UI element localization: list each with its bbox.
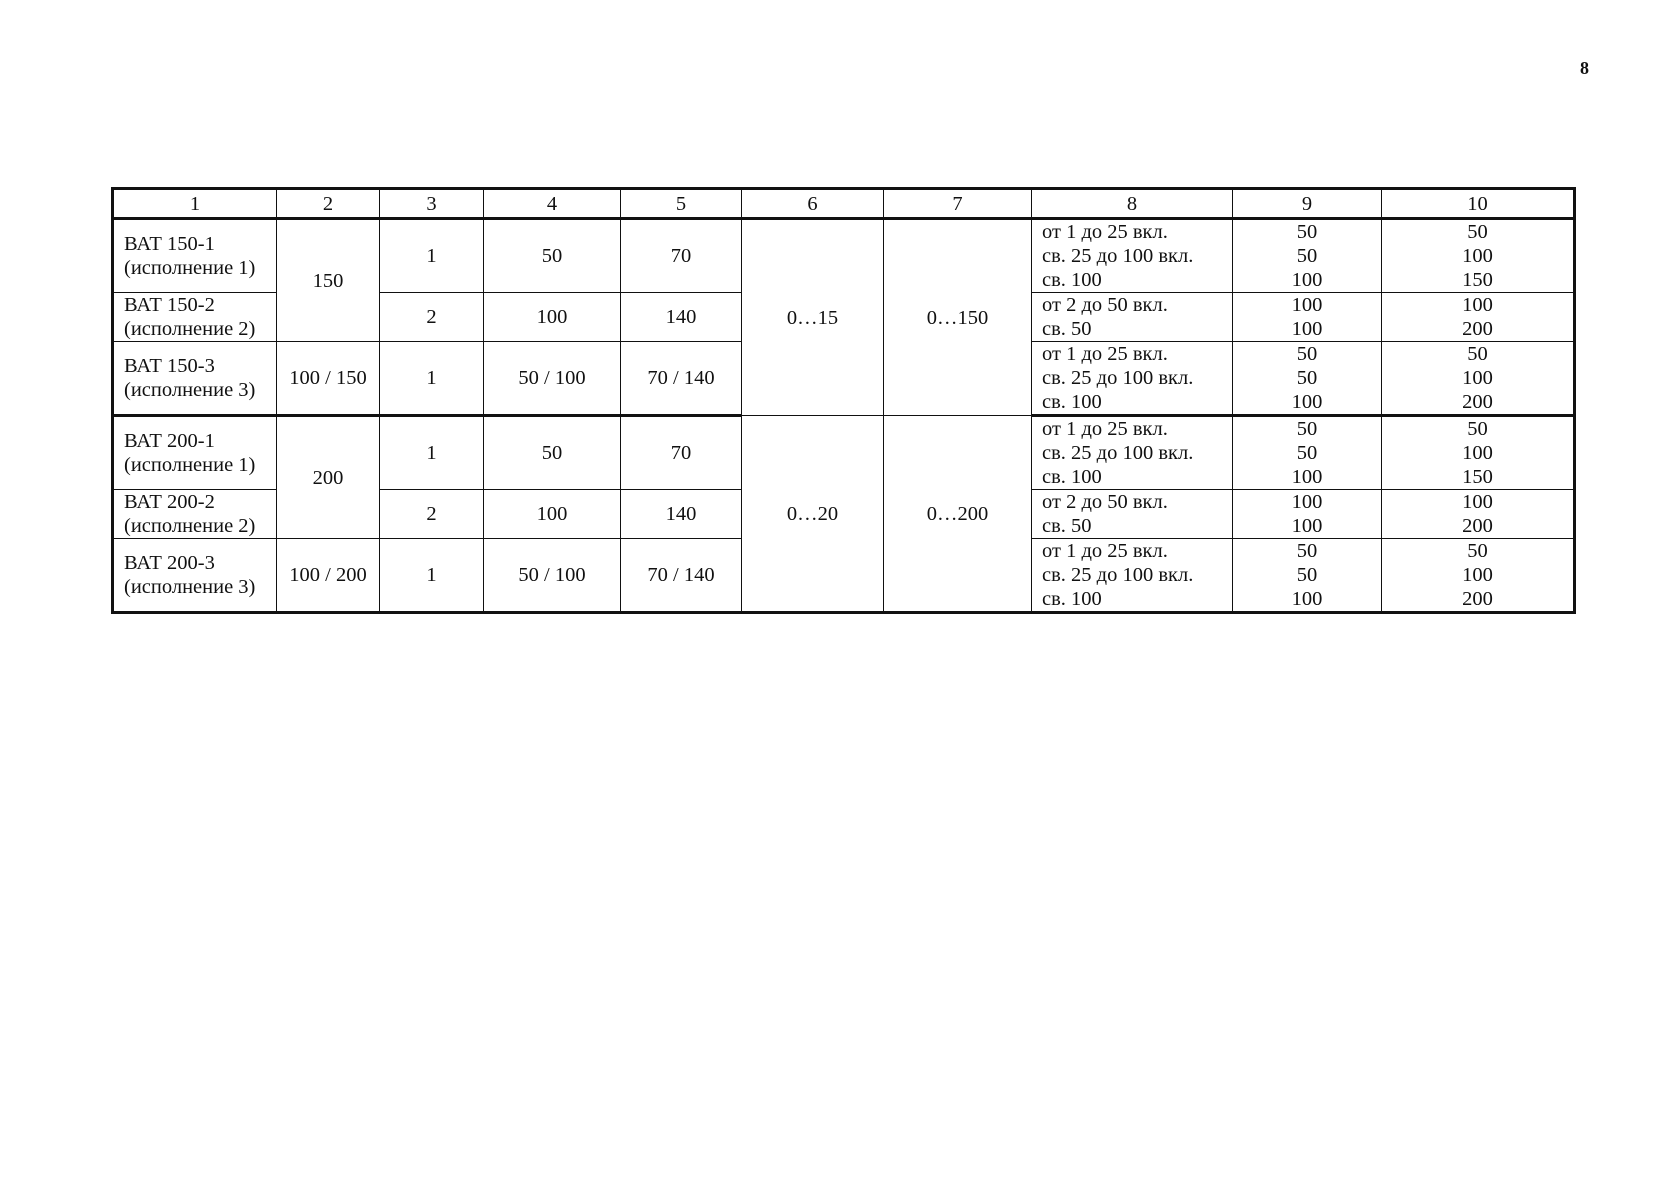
col3-cell: 1 (380, 539, 484, 613)
col4-cell: 100 (484, 293, 621, 342)
col8-cell: от 1 до 25 вкл. св. 25 до 100 вкл. св. 100 (1032, 416, 1233, 490)
col9-cell: 100 100 (1233, 293, 1382, 342)
col4-cell: 50 / 100 (484, 539, 621, 613)
col3-cell: 1 (380, 219, 484, 293)
col5-cell: 140 (621, 293, 742, 342)
table-row (113, 219, 1575, 293)
col8-cell: от 2 до 50 вкл. св. 50 (1032, 293, 1233, 342)
page-number: 8 (1580, 58, 1589, 78)
col5-cell: 70 / 140 (621, 539, 742, 613)
table-header-row (113, 189, 1575, 219)
col10-cell: 50 100 150 (1382, 219, 1575, 293)
col4-cell: 50 / 100 (484, 342, 621, 416)
column-header: 1 (113, 189, 277, 219)
model-name-cell: ВАТ 200-1 (исполнение 1) (113, 416, 277, 490)
column-header: 8 (1032, 189, 1233, 219)
col9-cell: 50 50 100 (1233, 539, 1382, 613)
model-name-cell: ВАТ 150-3 (исполнение 3) (113, 342, 277, 416)
col6-cell: 0…15 (742, 219, 884, 416)
col4-cell: 50 (484, 219, 621, 293)
column-header: 2 (277, 189, 380, 219)
col10-cell: 100 200 (1382, 293, 1575, 342)
col5-cell: 140 (621, 490, 742, 539)
col5-cell: 70 (621, 416, 742, 490)
col9-cell: 50 50 100 (1233, 342, 1382, 416)
col10-cell: 50 100 150 (1382, 416, 1575, 490)
col10-cell: 100 200 (1382, 490, 1575, 539)
col6-cell: 0…20 (742, 416, 884, 613)
col7-cell: 0…150 (884, 219, 1032, 416)
col3-cell: 1 (380, 416, 484, 490)
model-name-cell: ВАТ 150-2 (исполнение 2) (113, 293, 277, 342)
col8-cell: от 2 до 50 вкл. св. 50 (1032, 490, 1233, 539)
col2-cell: 100 / 200 (277, 539, 380, 613)
column-header: 3 (380, 189, 484, 219)
col4-cell: 50 (484, 416, 621, 490)
col2-cell: 150 (277, 219, 380, 342)
column-header: 6 (742, 189, 884, 219)
model-name-cell: ВАТ 150-1 (исполнение 1) (113, 219, 277, 293)
col8-cell: от 1 до 25 вкл. св. 25 до 100 вкл. св. 100 (1032, 539, 1233, 613)
model-name-cell: ВАТ 200-3 (исполнение 3) (113, 539, 277, 613)
col5-cell: 70 / 140 (621, 342, 742, 416)
col2-cell: 100 / 150 (277, 342, 380, 416)
column-header: 7 (884, 189, 1032, 219)
specification-table (111, 187, 1576, 614)
column-header: 9 (1233, 189, 1382, 219)
col8-cell: от 1 до 25 вкл. св. 25 до 100 вкл. св. 100 (1032, 219, 1233, 293)
col3-cell: 2 (380, 293, 484, 342)
column-header: 10 (1382, 189, 1575, 219)
col10-cell: 50 100 200 (1382, 539, 1575, 613)
col9-cell: 100 100 (1233, 490, 1382, 539)
col9-cell: 50 50 100 (1233, 219, 1382, 293)
col3-cell: 2 (380, 490, 484, 539)
col7-cell: 0…200 (884, 416, 1032, 613)
col5-cell: 70 (621, 219, 742, 293)
col3-cell: 1 (380, 342, 484, 416)
column-header: 5 (621, 189, 742, 219)
column-header: 4 (484, 189, 621, 219)
col4-cell: 100 (484, 490, 621, 539)
col10-cell: 50 100 200 (1382, 342, 1575, 416)
table-row (113, 416, 1575, 490)
col8-cell: от 1 до 25 вкл. св. 25 до 100 вкл. св. 100 (1032, 342, 1233, 416)
model-name-cell: ВАТ 200-2 (исполнение 2) (113, 490, 277, 539)
col2-cell: 200 (277, 416, 380, 539)
col9-cell: 50 50 100 (1233, 416, 1382, 490)
